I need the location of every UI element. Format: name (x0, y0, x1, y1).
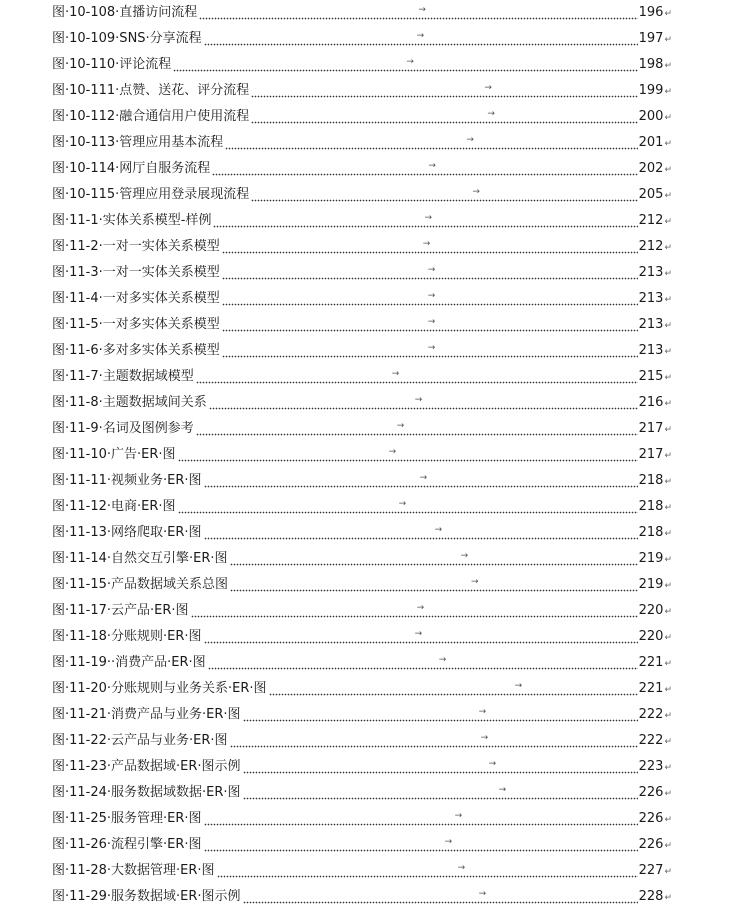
paragraph-mark-icon: ↵ (664, 477, 672, 487)
tab-arrow-icon: → (466, 135, 474, 145)
toc-entry-1[interactable] (52, 2, 672, 22)
toc-entry-page: 226 (638, 811, 664, 826)
dot-leader (204, 836, 638, 854)
paragraph-mark-icon: ↵ (664, 139, 672, 149)
paragraph-mark-icon: ↵ (664, 581, 672, 591)
toc-entry-label: 图·11-10·广告·ER·图 (52, 447, 176, 462)
tab-arrow-icon: → (478, 889, 487, 899)
toc-entry-label: 图·11-23·产品数据域·ER·图示例 (52, 759, 241, 774)
toc-entry-label: 图·11-28·大数据管理·ER·图 (52, 863, 215, 878)
dot-leader (222, 290, 638, 308)
toc-entry-9[interactable] (52, 210, 672, 230)
dot-leader (204, 810, 638, 828)
toc-entry-label: 图·11-19··消费产品·ER·图 (52, 655, 206, 670)
paragraph-mark-icon: ↵ (664, 9, 672, 19)
toc-entry-19[interactable] (52, 470, 672, 490)
dot-leader (209, 394, 638, 412)
dot-leader (212, 160, 637, 178)
paragraph-mark-icon: ↵ (664, 633, 672, 643)
toc-entry-7[interactable] (52, 158, 672, 178)
toc-entry-label: 图·11-17·云产品·ER·图 (52, 603, 189, 618)
tab-arrow-icon: → (427, 265, 436, 275)
dot-leader (251, 108, 637, 126)
tab-arrow-icon: → (471, 577, 479, 587)
dot-leader (243, 888, 638, 906)
dot-leader (204, 30, 638, 48)
toc-entry-page: 220 (638, 629, 664, 644)
toc-entry-page: 220 (638, 603, 664, 618)
paragraph-mark-icon: ↵ (664, 217, 672, 227)
toc-entry-15[interactable] (52, 366, 672, 386)
toc-entry-label: 图·11-12·电商·ER·图 (52, 499, 176, 514)
toc-entry-page: 201 (638, 135, 664, 150)
tab-arrow-icon: → (422, 239, 431, 249)
tab-arrow-icon: → (424, 213, 433, 223)
paragraph-mark-icon: ↵ (664, 529, 672, 539)
toc-entry-17[interactable] (52, 418, 672, 438)
toc-entry-label: 图·11-1·实体关系模型-样例 (52, 213, 212, 228)
paragraph-mark-icon: ↵ (664, 295, 672, 305)
dot-leader (243, 706, 638, 724)
dot-leader (230, 550, 638, 568)
dot-leader (222, 238, 638, 256)
toc-entry-label: 图·11-29·服务数据域·ER·图示例 (52, 889, 241, 904)
toc-entry-label: 图·10-110·评论流程 (52, 57, 172, 72)
toc-entry-24[interactable] (52, 600, 672, 620)
paragraph-mark-icon: ↵ (664, 191, 672, 201)
tab-arrow-icon: → (398, 499, 407, 509)
toc-entry-33[interactable] (52, 834, 672, 854)
toc-entry-page: 216 (638, 395, 664, 410)
toc-entry-3[interactable] (52, 54, 672, 74)
toc-entry-page: 213 (638, 291, 664, 306)
dot-leader (208, 654, 638, 672)
paragraph-mark-icon: ↵ (664, 711, 672, 721)
tab-arrow-icon: → (418, 5, 426, 15)
toc-entry-10[interactable] (52, 236, 672, 256)
toc-entry-label: 图·11-7·主题数据域模型 (52, 369, 194, 384)
toc-entry-label: 图·10-111·点赞、送花、评分流程 (52, 83, 250, 98)
paragraph-mark-icon: ↵ (664, 685, 672, 695)
toc-entry-label: 图·11-14·自然交互引擎·ER·图 (52, 551, 228, 566)
paragraph-mark-icon: ↵ (664, 451, 672, 461)
toc-entry-14[interactable] (52, 340, 672, 360)
tab-arrow-icon: → (438, 655, 447, 665)
tab-arrow-icon: → (414, 395, 423, 405)
toc-entry-page: 222 (638, 733, 664, 748)
dot-leader (269, 680, 638, 698)
dot-leader (225, 134, 637, 152)
toc-entry-35[interactable] (52, 886, 672, 906)
paragraph-mark-icon: ↵ (664, 61, 672, 71)
toc-entry-page: 228 (638, 889, 664, 904)
toc-entry-5[interactable] (52, 106, 672, 126)
dot-leader (243, 784, 638, 802)
paragraph-mark-icon: ↵ (664, 347, 672, 357)
toc-entry-page: 221 (638, 681, 664, 696)
toc-entry-13[interactable] (52, 314, 672, 334)
paragraph-mark-icon: ↵ (664, 763, 672, 773)
toc-entry-page: 213 (638, 265, 664, 280)
toc-entry-11[interactable] (52, 262, 672, 282)
paragraph-mark-icon: ↵ (664, 399, 672, 409)
tab-arrow-icon: → (480, 733, 489, 743)
toc-entry-page: 219 (638, 577, 664, 592)
paragraph-mark-icon: ↵ (664, 737, 672, 747)
tab-arrow-icon: → (498, 785, 507, 795)
dot-leader (222, 342, 638, 360)
toc-entry-label: 图·11-3·一对一实体关系模型 (52, 265, 220, 280)
toc-entry-label: 图·11-13·网络爬取·ER·图 (52, 525, 202, 540)
toc-entry-label: 图·11-21·消费产品与业务·ER·图 (52, 707, 241, 722)
toc-entry-page: 221 (638, 655, 664, 670)
toc-entry-label: 图·10-113·管理应用基本流程 (52, 135, 224, 150)
toc-entry-page: 197 (638, 31, 664, 46)
dot-leader (217, 862, 638, 880)
toc-entry-label: 图·11-5·一对多实体关系模型 (52, 317, 220, 332)
dot-leader (178, 446, 638, 464)
toc-entry-32[interactable] (52, 808, 672, 828)
toc-entry-label: 图·11-15·产品数据域关系总图 (52, 577, 229, 592)
toc-entry-label: 图·11-11·视频业务·ER·图 (52, 473, 202, 488)
toc-entry-31[interactable] (52, 782, 672, 802)
toc-entry-label: 图·10-109·SNS·分享流程 (52, 31, 202, 46)
toc-entry-21[interactable] (52, 522, 672, 542)
toc-entry-page: 217 (638, 421, 664, 436)
toc-entry-page: 223 (638, 759, 664, 774)
toc-entry-page: 200 (638, 109, 664, 124)
toc-entry-page: 218 (638, 473, 664, 488)
toc-entry-page: 213 (638, 343, 664, 358)
paragraph-mark-icon: ↵ (664, 659, 672, 669)
paragraph-mark-icon: ↵ (664, 243, 672, 253)
toc-entry-25[interactable] (52, 626, 672, 646)
tab-arrow-icon: → (427, 291, 436, 301)
toc-entry-34[interactable] (52, 860, 672, 880)
dot-leader (196, 368, 638, 386)
tab-arrow-icon: → (396, 421, 405, 431)
toc-entry-label: 图·10-114·网厅自服务流程 (52, 161, 211, 176)
paragraph-mark-icon: ↵ (664, 269, 672, 279)
tab-arrow-icon: → (472, 187, 480, 197)
dot-leader (230, 576, 638, 594)
tab-arrow-icon: → (460, 551, 469, 561)
toc-entry-22[interactable] (52, 548, 672, 568)
toc-entry-4[interactable] (52, 80, 672, 100)
dot-leader (251, 186, 637, 204)
tab-arrow-icon: → (414, 629, 423, 639)
toc-entry-label: 图·11-22·云产品与业务·ER·图 (52, 733, 228, 748)
toc-entry-page: 219 (638, 551, 664, 566)
toc-entry-page: 198 (638, 57, 664, 72)
toc-entry-page: 212 (638, 239, 664, 254)
toc-entry-28[interactable] (52, 704, 672, 724)
tab-arrow-icon: → (427, 343, 436, 353)
tab-arrow-icon: → (406, 57, 414, 67)
tab-arrow-icon: → (488, 759, 497, 769)
toc-entry-page: 213 (638, 317, 664, 332)
tab-arrow-icon: → (391, 369, 400, 379)
dot-leader (178, 498, 638, 516)
dot-leader (204, 628, 638, 646)
dot-leader (213, 212, 637, 230)
toc-entry-page: 226 (638, 837, 664, 852)
toc-entry-6[interactable] (52, 132, 672, 152)
paragraph-mark-icon: ↵ (664, 503, 672, 513)
tab-arrow-icon: → (454, 811, 463, 821)
paragraph-mark-icon: ↵ (664, 607, 672, 617)
paragraph-mark-icon: ↵ (664, 867, 672, 877)
toc-entry-label: 图·11-2·一对一实体关系模型 (52, 239, 220, 254)
toc-entry-page: 202 (638, 161, 664, 176)
dot-leader (191, 602, 638, 620)
toc-entry-23[interactable] (52, 574, 672, 594)
tab-arrow-icon: → (457, 863, 466, 873)
toc-entry-27[interactable] (52, 678, 672, 698)
toc-entry-label: 图·11-8·主题数据域间关系 (52, 395, 207, 410)
toc-entry-label: 图·10-108·直播访问流程 (52, 5, 198, 20)
toc-entry-page: 199 (638, 83, 664, 98)
dot-leader (243, 758, 638, 776)
toc-entry-page: 212 (638, 213, 664, 228)
tab-arrow-icon: → (427, 317, 436, 327)
tab-arrow-icon: → (416, 603, 425, 613)
dot-leader (222, 264, 638, 282)
toc-entry-29[interactable] (52, 730, 672, 750)
toc-entry-page: 218 (638, 499, 664, 514)
dot-leader (173, 56, 637, 74)
paragraph-mark-icon: ↵ (664, 87, 672, 97)
paragraph-mark-icon: ↵ (664, 425, 672, 435)
tab-arrow-icon: → (444, 837, 453, 847)
toc-entry-page: 222 (638, 707, 664, 722)
tab-arrow-icon: → (484, 83, 492, 93)
dot-leader (204, 524, 638, 542)
dot-leader (196, 420, 638, 438)
toc-entry-page: 226 (638, 785, 664, 800)
tab-arrow-icon: → (419, 473, 428, 483)
toc-entry-label: 图·11-6·多对多实体关系模型 (52, 343, 220, 358)
toc-entry-26[interactable] (52, 652, 672, 672)
dot-leader (199, 4, 637, 22)
toc-entry-20[interactable] (52, 496, 672, 516)
paragraph-mark-icon: ↵ (664, 841, 672, 851)
paragraph-mark-icon: ↵ (664, 893, 672, 903)
toc-entry-label: 图·10-112·融合通信用户使用流程 (52, 109, 250, 124)
tab-arrow-icon: → (487, 109, 495, 119)
toc-entry-12[interactable] (52, 288, 672, 308)
toc-entry-label: 图·11-25·服务管理·ER·图 (52, 811, 202, 826)
paragraph-mark-icon: ↵ (664, 321, 672, 331)
tab-arrow-icon: → (434, 525, 443, 535)
toc-entry-label: 图·11-24·服务数据域数据·ER·图 (52, 785, 241, 800)
toc-entry-label: 图·10-115·管理应用登录展现流程 (52, 187, 250, 202)
dot-leader (230, 732, 638, 750)
toc-entry-page: 205 (638, 187, 664, 202)
paragraph-mark-icon: ↵ (664, 165, 672, 175)
tab-arrow-icon: → (478, 707, 487, 717)
paragraph-mark-icon: ↵ (664, 113, 672, 123)
toc-entry-16[interactable] (52, 392, 672, 412)
paragraph-mark-icon: ↵ (664, 373, 672, 383)
toc-entry-18[interactable] (52, 444, 672, 464)
dot-leader (204, 472, 638, 490)
toc-entry-label: 图·11-18·分账规则·ER·图 (52, 629, 202, 644)
toc-entry-page: 196 (638, 5, 664, 20)
toc-entry-label: 图·11-9·名词及图例参考 (52, 421, 194, 436)
toc-entry-label: 图·11-20·分账规则与业务关系·ER·图 (52, 681, 267, 696)
toc-entry-30[interactable] (52, 756, 672, 776)
paragraph-mark-icon: ↵ (664, 35, 672, 45)
paragraph-mark-icon: ↵ (664, 815, 672, 825)
dot-leader (222, 316, 638, 334)
tab-arrow-icon: → (514, 681, 523, 691)
toc-entry-page: 215 (638, 369, 664, 384)
toc-entry-8[interactable] (52, 184, 672, 204)
tab-arrow-icon: → (388, 447, 397, 457)
toc-entry-page: 217 (638, 447, 664, 462)
toc-entry-2[interactable] (52, 28, 672, 48)
toc-entry-label: 图·11-4·一对多实体关系模型 (52, 291, 220, 306)
tab-arrow-icon: → (428, 161, 436, 171)
paragraph-mark-icon: ↵ (664, 789, 672, 799)
dot-leader (251, 82, 637, 100)
toc-entry-page: 227 (638, 863, 664, 878)
toc-entry-label: 图·11-26·流程引擎·ER·图 (52, 837, 202, 852)
tab-arrow-icon: → (416, 31, 425, 41)
paragraph-mark-icon: ↵ (664, 555, 672, 565)
toc-entry-page: 218 (638, 525, 664, 540)
